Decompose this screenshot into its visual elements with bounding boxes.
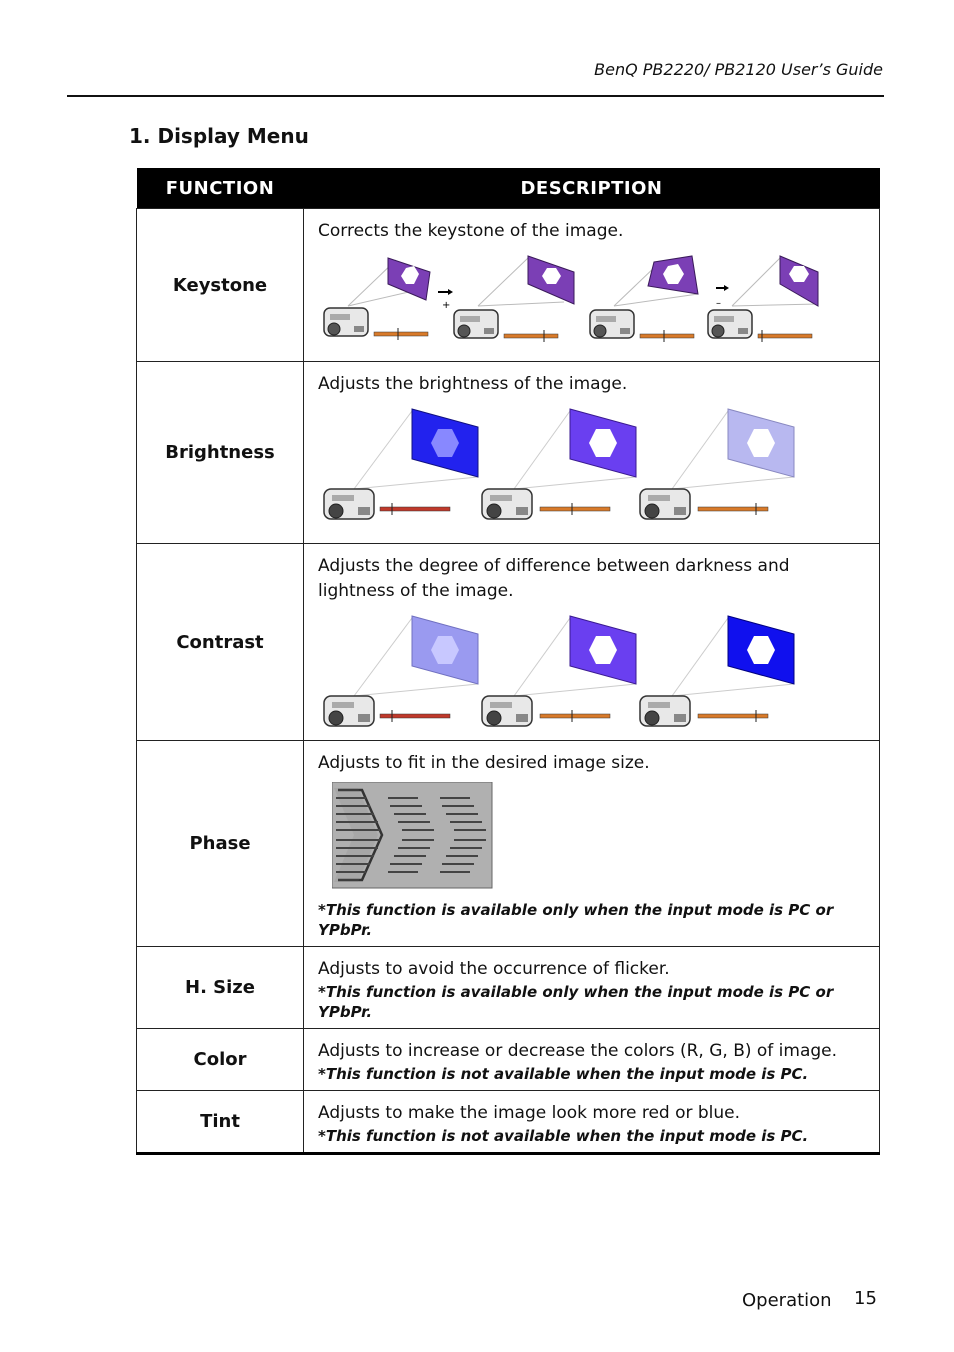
page-number: 15	[854, 1288, 877, 1309]
brightness-illustration	[318, 407, 858, 527]
note-tint: *This function is not available when the input mode is PC.	[318, 1127, 809, 1145]
description-cell	[304, 947, 880, 1029]
table-row	[137, 741, 880, 947]
description-cell	[304, 1091, 880, 1154]
description-cell	[304, 362, 880, 544]
description-cell	[304, 741, 880, 947]
description-color: Adjusts to increase or decrease the colors (R, G, B) of image.	[318, 1041, 838, 1061]
note-color: *This function is not available when the input mode is PC.	[318, 1065, 809, 1083]
table-row	[137, 209, 880, 362]
phase-pattern-illustration	[332, 782, 512, 892]
function-color: Color	[137, 1029, 304, 1091]
description-tint: Adjusts to make the image look more red or blue.	[318, 1103, 741, 1123]
function-keystone: Keystone	[137, 209, 304, 362]
description-h-size: Adjusts to avoid the occurrence of flicker.	[318, 959, 670, 979]
header-rule	[67, 95, 884, 97]
column-header-description: DESCRIPTION	[304, 168, 880, 209]
keystone-illustration	[318, 254, 858, 354]
table-header-row	[137, 168, 880, 209]
table-row	[137, 544, 880, 741]
running-header: BenQ PB2220/ PB2120 User’s Guide	[594, 60, 883, 79]
function-contrast: Contrast	[137, 544, 304, 741]
column-header-function: FUNCTION	[137, 168, 304, 209]
contrast-illustration	[318, 614, 858, 734]
description-phase: Adjusts to fit in the desired image size.	[318, 753, 650, 773]
function-h-size: H. Size	[137, 947, 304, 1029]
keystone-minus-mark: –	[716, 298, 721, 309]
note-h-size: *This function is available only when the input mode is PC or YPbPr.	[318, 983, 834, 1021]
section-title: 1. Display Menu	[129, 124, 309, 148]
display-menu-table	[136, 168, 880, 1155]
keystone-plus-mark: +	[442, 300, 451, 311]
description-brightness: Adjusts the brightness of the image.	[318, 374, 628, 394]
description-cell	[304, 1029, 880, 1091]
function-brightness: Brightness	[137, 362, 304, 544]
description-contrast: Adjusts the degree of difference between darkness and lightness of the image.	[318, 556, 790, 601]
table-row	[137, 947, 880, 1029]
table-row	[137, 1091, 880, 1154]
note-phase: *This function is available only when the input mode is PC or YPbPr.	[318, 901, 834, 939]
function-phase: Phase	[137, 741, 304, 947]
description-cell	[304, 209, 880, 362]
description-keystone: Corrects the keystone of the image.	[318, 221, 624, 241]
table-row	[137, 1029, 880, 1091]
table-row	[137, 362, 880, 544]
function-tint: Tint	[137, 1091, 304, 1154]
footer-section-label: Operation	[742, 1290, 832, 1311]
description-cell	[304, 544, 880, 741]
